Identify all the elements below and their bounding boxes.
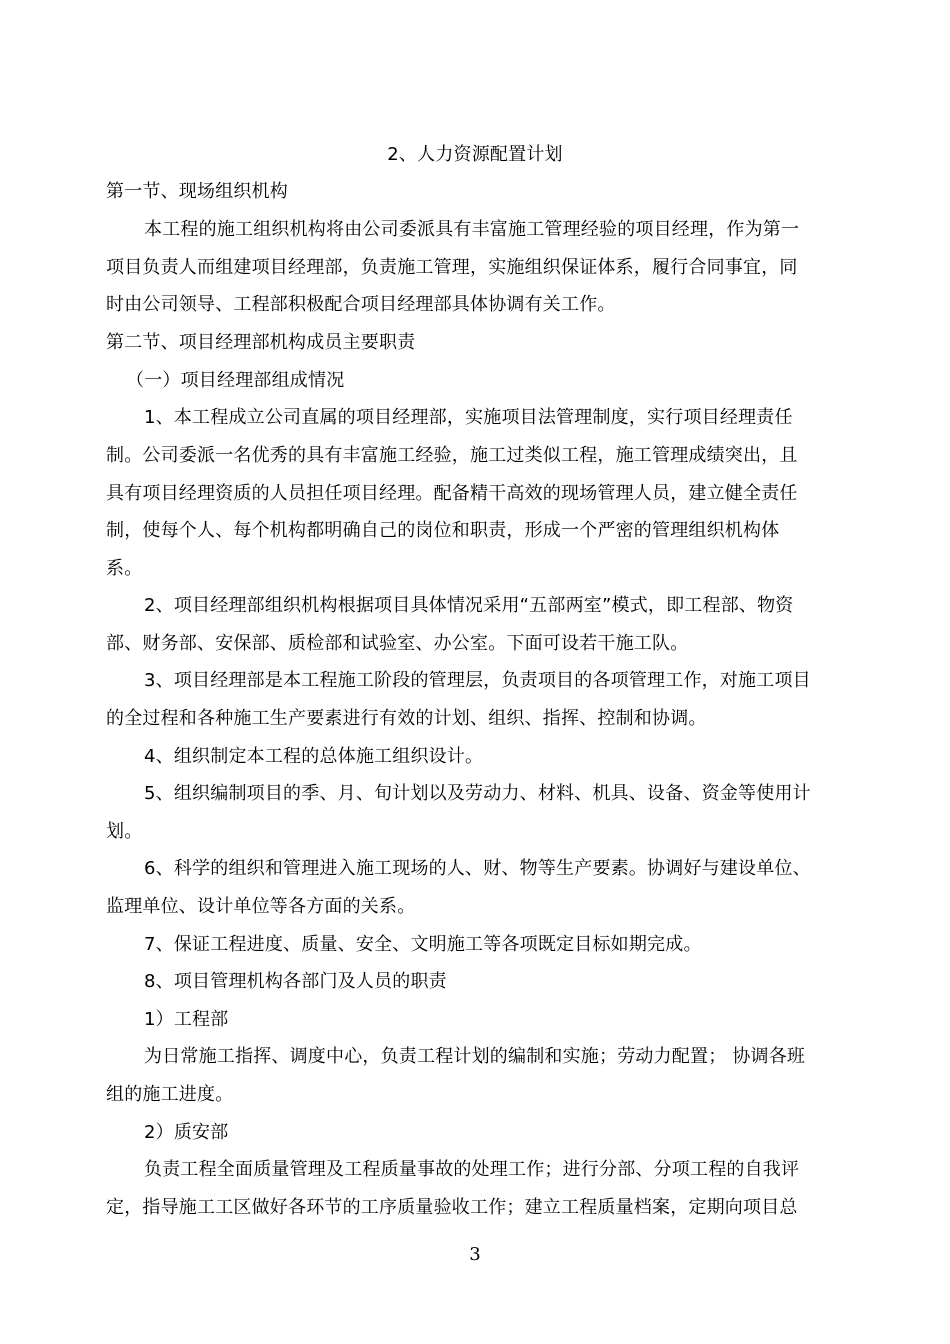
paragraph-line: 部、财务部、安保部、质检部和试验室、办公室。下面可设若干施工队。 bbox=[106, 633, 689, 654]
paragraph-line: 4、组织制定本工程的总体施工组织设计。 bbox=[144, 746, 484, 767]
paragraph-line: 具有项目经理资质的人员担任项目经理。配备精干高效的现场管理人员，建立健全责任 bbox=[106, 483, 798, 504]
paragraph-line: 划。 bbox=[106, 821, 143, 842]
paragraph-line: 本工程的施工组织机构将由公司委派具有丰富施工管理经验的项目经理，作为第一 bbox=[144, 219, 800, 240]
paragraph-line: 为日常施工指挥、调度中心，负责工程计划的编制和实施；劳动力配置； 协调各班 bbox=[144, 1046, 806, 1067]
paragraph-line: 时由公司领导、工程部积极配合项目经理部具体协调有关工作。 bbox=[106, 294, 616, 315]
paragraph-line: 定，指导施工工区做好各环节的工序质量验收工作；建立工程质量档案，定期向项目总 bbox=[106, 1197, 798, 1218]
paragraph-line: 制。公司委派一名优秀的具有丰富施工经验，施工过类似工程，施工管理成绩突出，且 bbox=[106, 445, 798, 466]
paragraph-line: 负责工程全面质量管理及工程质量事故的处理工作；进行分部、分项工程的自我评 bbox=[144, 1159, 800, 1180]
paragraph-line: 组的施工进度。 bbox=[106, 1084, 234, 1105]
section-heading: 第二节、项目经理部机构成员主要职责 bbox=[106, 332, 416, 353]
paragraph-line: 8、项目管理机构各部门及人员的职责 bbox=[144, 971, 447, 992]
paragraph-line: 的全过程和各种施工生产要素进行有效的计划、组织、指挥、控制和协调。 bbox=[106, 708, 707, 729]
page-title: 2、人力资源配置计划 bbox=[387, 144, 563, 165]
paragraph-line: 1、本工程成立公司直属的项目经理部，实施项目法管理制度，实行项目经理责任 bbox=[144, 407, 793, 428]
paragraph-line: 监理单位、设计单位等各方面的关系。 bbox=[106, 896, 416, 917]
paragraph-line: 2、项目经理部组织机构根据项目具体情况采用“五部两室”模式，即工程部、物资 bbox=[144, 595, 794, 616]
paragraph-line: 5、组织编制项目的季、月、旬计划以及劳动力、材料、机具、设备、资金等使用计 bbox=[144, 783, 811, 804]
section-heading: 第一节、现场组织机构 bbox=[106, 181, 288, 202]
paragraph-line: 系。 bbox=[106, 558, 143, 579]
page-number: 3 bbox=[469, 1244, 481, 1265]
paragraph-line: 6、科学的组织和管理进入施工现场的人、财、物等生产要素。协调好与建设单位、 bbox=[144, 858, 811, 879]
department-heading: 2）质安部 bbox=[144, 1122, 229, 1143]
paragraph-line: 3、项目经理部是本工程施工阶段的管理层，负责项目的各项管理工作，对施工项目 bbox=[144, 670, 811, 691]
paragraph-line: 项目负责人而组建项目经理部，负责施工管理，实施组织保证体系，履行合同事宜，同 bbox=[106, 257, 798, 278]
subsection-heading: （一）项目经理部组成情况 bbox=[126, 370, 345, 391]
paragraph-line: 制，使每个人、每个机构都明确自己的岗位和职责，形成一个严密的管理组织机构体 bbox=[106, 520, 780, 541]
department-heading: 1）工程部 bbox=[144, 1009, 229, 1030]
paragraph-line: 7、保证工程进度、质量、安全、文明施工等各项既定目标如期完成。 bbox=[144, 934, 702, 955]
